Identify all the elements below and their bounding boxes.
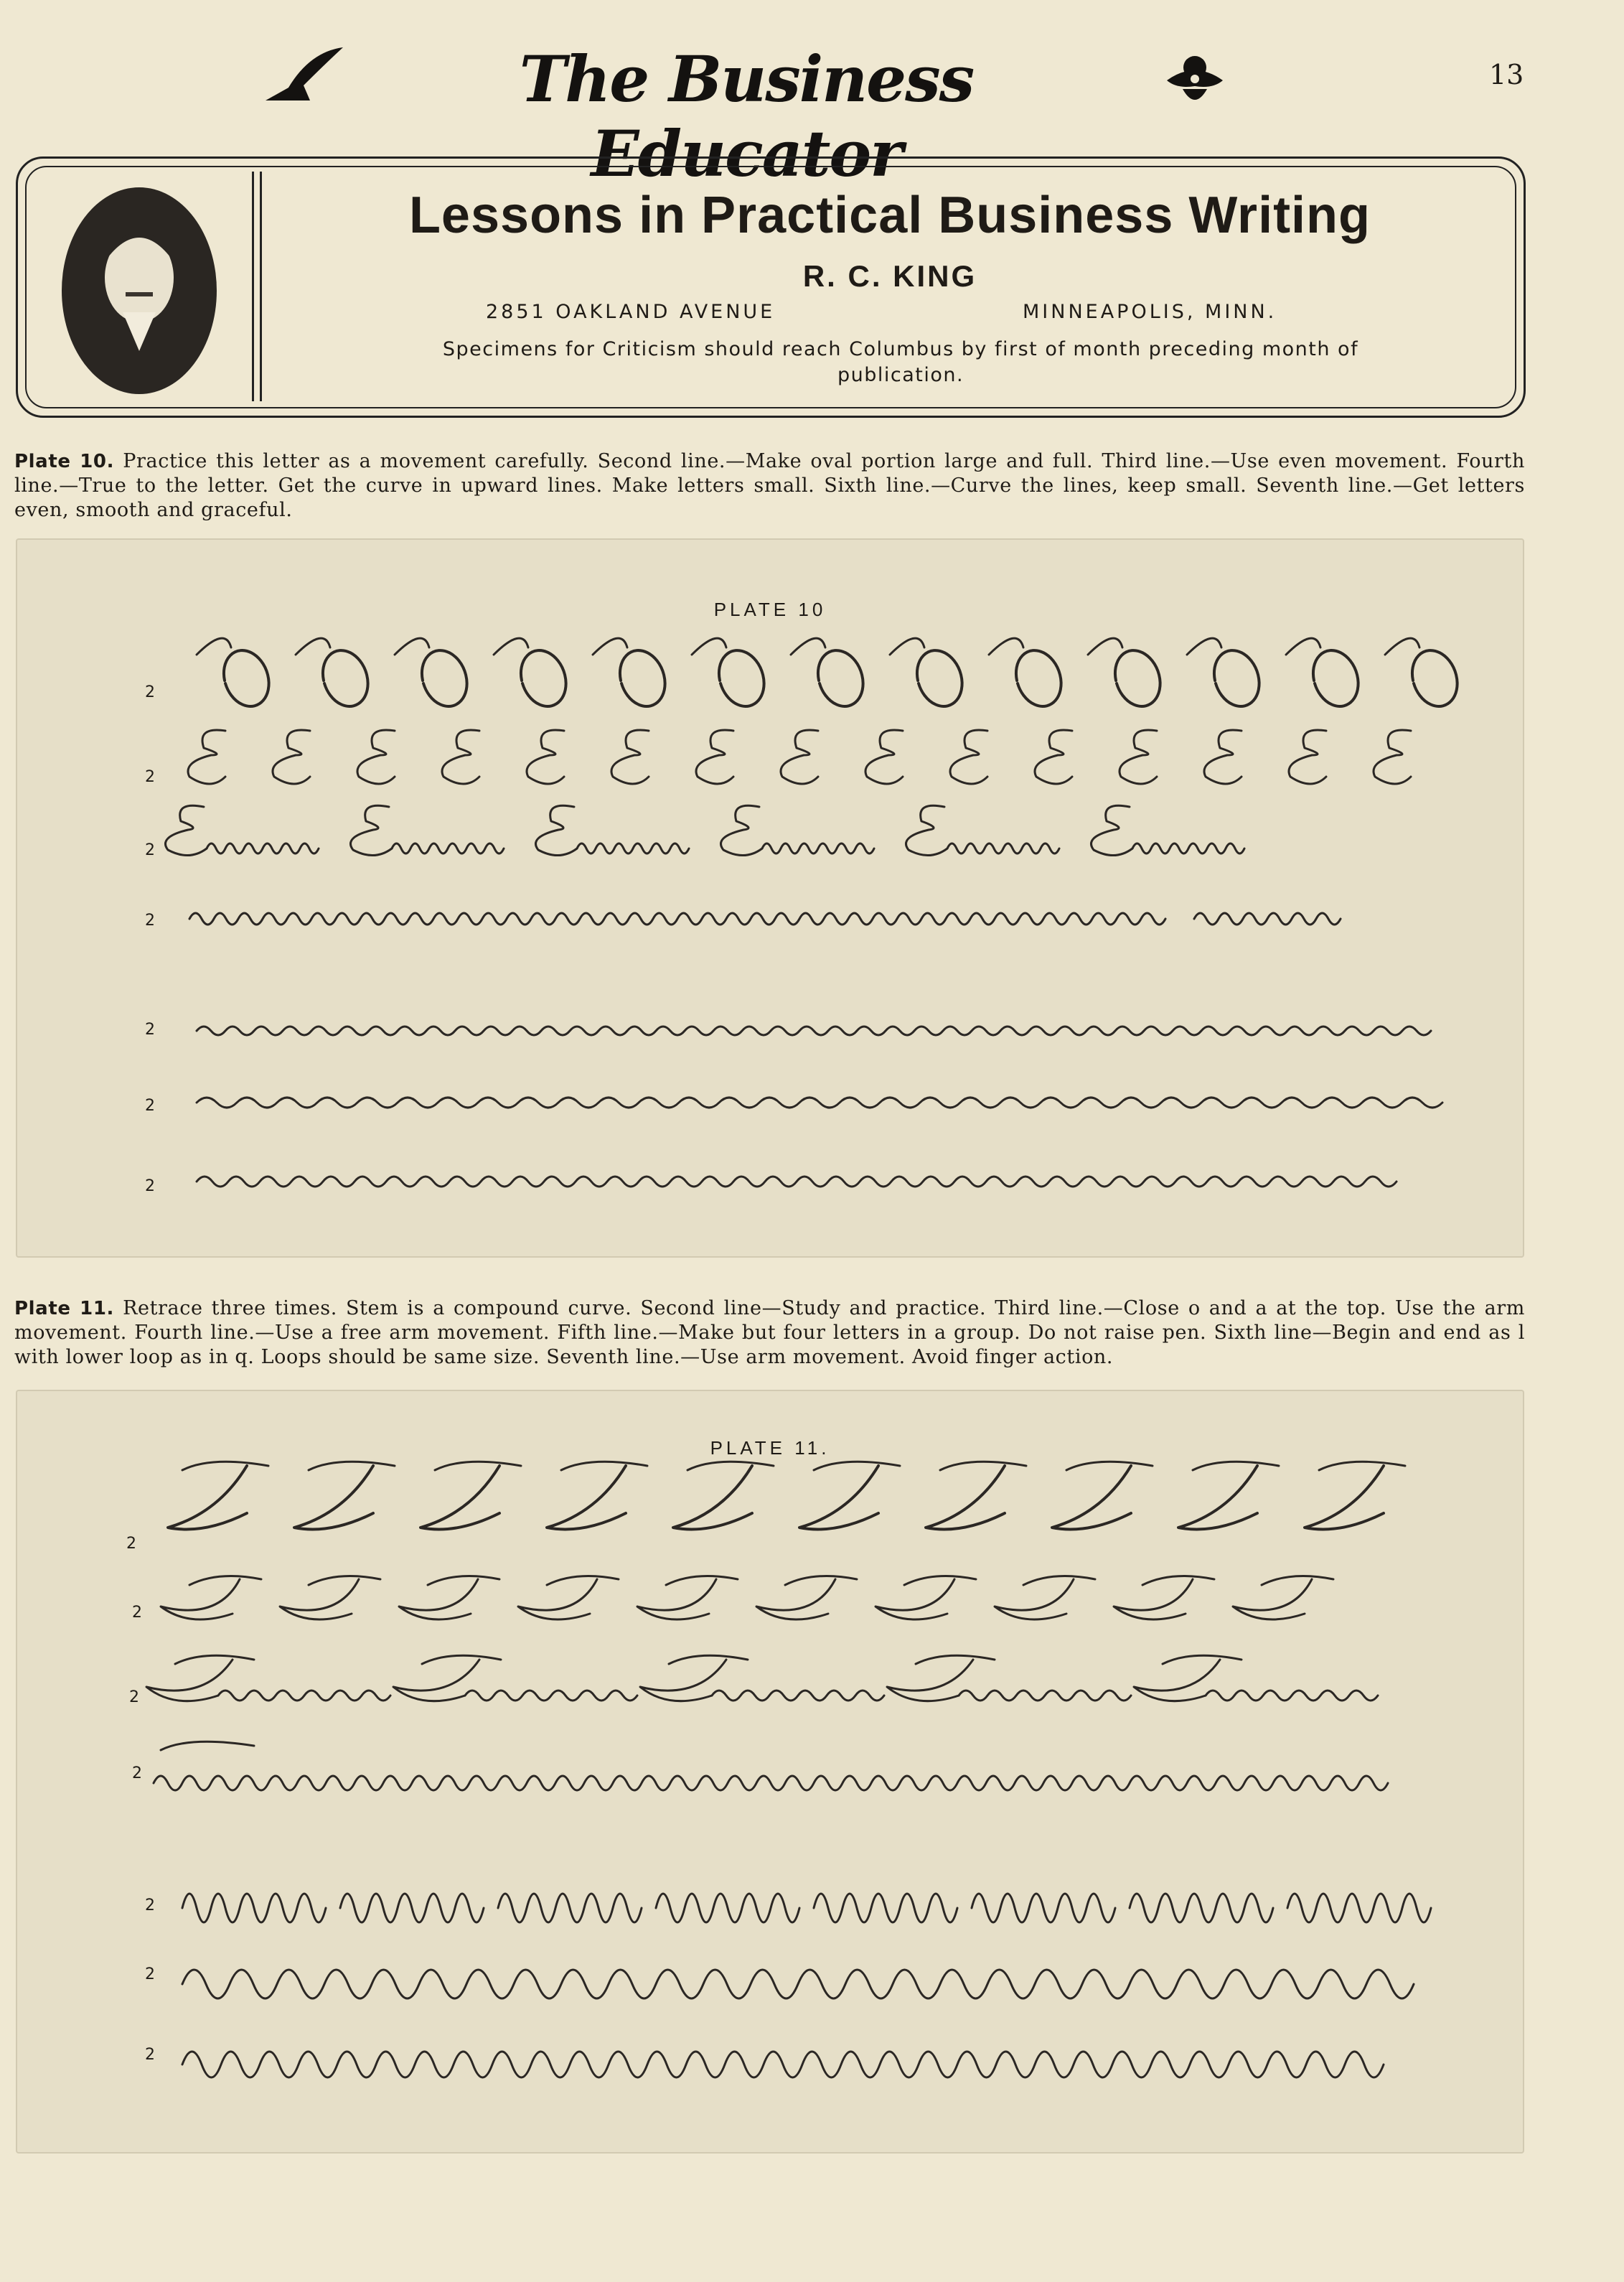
page-number: 13: [1489, 59, 1524, 90]
author-city: MINNEAPOLIS, MINN.: [1023, 301, 1277, 323]
script-stroke: [917, 650, 962, 706]
plate10-line-number: 2: [145, 1021, 155, 1039]
script-stroke: [1262, 1576, 1333, 1586]
author-street: 2851 OAKLAND AVENUE: [486, 301, 776, 323]
script-stroke: [421, 1466, 499, 1530]
script-stroke: [1120, 730, 1157, 784]
plate10-panel: [16, 538, 1524, 1258]
script-stroke: [1194, 913, 1341, 925]
plate11-line-number: 2: [132, 1764, 142, 1782]
script-stroke: [207, 843, 319, 854]
script-stroke: [926, 1466, 1005, 1530]
script-stroke: [154, 1776, 1388, 1790]
script-stroke: [1052, 1466, 1131, 1530]
script-stroke: [611, 730, 649, 784]
script-stroke: [442, 730, 479, 784]
script-stroke: [294, 1466, 373, 1530]
plate11-line-number: 2: [129, 1688, 139, 1706]
script-stroke: [696, 730, 733, 784]
script-stroke: [799, 1466, 878, 1530]
script-stroke: [904, 1576, 976, 1586]
script-stroke: [1114, 1579, 1193, 1619]
script-stroke: [197, 1098, 1442, 1108]
plate11-script-drawing: [17, 1391, 1523, 2152]
script-stroke: [687, 1462, 774, 1470]
brand-title: The Business Educator: [519, 42, 974, 191]
script-stroke: [721, 805, 763, 855]
script-stroke: [309, 1462, 395, 1470]
plate10-instructions-block: [14, 449, 1525, 523]
plate10-instructions: Practice this letter as a movement carefully. Second line.—Make oval portion large and full. Third line.—Use even movement. Fourth line.—True to the letter. Get the curve in upward lines. Make letters small. Sixth line.—Curve the lines, keep small. Seventh line.—Get letters even, smooth and graceful.: [14, 450, 1525, 521]
script-stroke: [218, 1691, 390, 1701]
script-stroke: [1206, 1691, 1378, 1701]
script-stroke: [756, 1579, 835, 1619]
script-stroke: [273, 730, 310, 784]
script-stroke: [1313, 650, 1358, 706]
script-stroke: [351, 805, 393, 855]
script-stroke: [637, 1579, 716, 1619]
script-stroke: [1016, 650, 1061, 706]
plate10-line-number: 2: [145, 912, 155, 930]
script-stroke: [781, 730, 818, 784]
script-stroke: [1287, 1894, 1431, 1922]
script-stroke: [182, 1970, 1414, 1998]
portrait-divider: [252, 172, 262, 401]
plate10-script-drawing: [17, 540, 1523, 1256]
script-stroke: [182, 2052, 1384, 2077]
script-stroke: [1132, 843, 1244, 854]
lesson-title: Lessons in Practical Business Writing: [408, 187, 1371, 244]
plate10-line-number: 2: [145, 1097, 155, 1115]
script-stroke: [940, 1462, 1026, 1470]
plate11-line-number: 2: [132, 1604, 142, 1622]
script-stroke: [197, 1027, 1431, 1035]
lesson-header-box: [16, 156, 1526, 418]
script-stroke: [465, 1691, 637, 1701]
script-stroke: [1374, 730, 1411, 784]
script-stroke: [518, 1579, 597, 1619]
script-stroke: [561, 1462, 647, 1470]
script-stroke: [972, 1894, 1115, 1922]
script-stroke: [1289, 730, 1326, 784]
script-stroke: [1193, 1462, 1279, 1470]
script-stroke: [620, 650, 665, 706]
masthead: [0, 29, 1624, 191]
script-stroke: [1088, 638, 1122, 655]
script-stroke: [785, 1576, 857, 1586]
script-stroke: [890, 638, 924, 655]
script-stroke: [309, 1576, 380, 1586]
script-stroke: [296, 638, 330, 655]
script-stroke: [395, 638, 429, 655]
script-stroke: [916, 1655, 995, 1664]
script-stroke: [1233, 1579, 1312, 1619]
script-stroke: [280, 1579, 359, 1619]
script-stroke: [340, 1894, 484, 1922]
script-stroke: [1163, 1655, 1242, 1664]
script-stroke: [189, 913, 1165, 925]
script-stroke: [536, 805, 578, 855]
script-stroke: [435, 1462, 521, 1470]
script-stroke: [188, 730, 225, 784]
script-stroke: [182, 1894, 326, 1922]
script-stroke: [673, 1466, 752, 1530]
script-stroke: [168, 1466, 247, 1530]
script-stroke: [995, 1579, 1074, 1619]
script-stroke: [161, 1579, 240, 1619]
plate11-heading: Plate 11.: [14, 1298, 114, 1319]
script-stroke: [547, 1576, 619, 1586]
plate10-label: PLATE 10: [713, 599, 827, 620]
plate10-line-number: 2: [145, 841, 155, 859]
script-stroke: [959, 1691, 1131, 1701]
script-stroke: [547, 1466, 626, 1530]
script-stroke: [197, 1177, 1397, 1187]
script-stroke: [1035, 730, 1072, 784]
script-stroke: [527, 730, 564, 784]
plate10-line-number: 2: [145, 683, 155, 701]
script-stroke: [791, 638, 825, 655]
plate11-line-number: 2: [126, 1535, 136, 1553]
plate11-line-number: 2: [145, 2046, 155, 2064]
plate11-instructions: Retrace three times. Stem is a compound curve. Second line—Study and practice. Third line.—Close o and a at the top. Use the arm movement. Fourth line.—Use a free arm movement. Fifth line.—Make but four letters in a group. Do not raise pen. Sixth line—Begin and end as l with lower loop as in q. Loops should be same size. Seventh line.—Use arm movement. Avoid finger action.: [14, 1297, 1525, 1368]
script-stroke: [989, 638, 1023, 655]
script-stroke: [197, 638, 231, 655]
script-stroke: [494, 638, 528, 655]
script-stroke: [521, 650, 566, 706]
script-stroke: [577, 843, 689, 854]
script-stroke: [498, 1894, 642, 1922]
script-stroke: [906, 805, 948, 855]
script-stroke: [818, 650, 863, 706]
author-portrait: [60, 186, 219, 396]
script-stroke: [1286, 638, 1320, 655]
script-stroke: [428, 1576, 499, 1586]
plate10-heading: Plate 10.: [14, 451, 115, 472]
author-name: R. C. KING: [802, 259, 977, 293]
script-stroke: [1187, 638, 1221, 655]
script-stroke: [399, 1579, 478, 1619]
script-stroke: [1142, 1576, 1214, 1586]
script-stroke: [1305, 1466, 1384, 1530]
script-stroke: [1214, 650, 1259, 706]
script-stroke: [161, 1741, 254, 1750]
submission-note: Specimens for Criticism should reach Columbus by first of month preceding month of publication.: [442, 338, 1359, 386]
script-stroke: [1023, 1576, 1095, 1586]
script-stroke: [1066, 1462, 1153, 1470]
quill-pen-icon: [260, 45, 346, 109]
plate11-line-number: 2: [145, 1965, 155, 1983]
plate11-line-number: 2: [145, 1897, 155, 1914]
script-stroke: [422, 1655, 501, 1664]
script-stroke: [865, 730, 903, 784]
script-stroke: [814, 1894, 957, 1922]
script-stroke: [182, 1462, 268, 1470]
script-stroke: [947, 843, 1059, 854]
script-stroke: [669, 1655, 748, 1664]
eagle-emblem-icon: [1163, 46, 1227, 111]
plate11-instructions-block: [14, 1296, 1525, 1370]
plate11-label: PLATE 11.: [710, 1437, 830, 1459]
script-stroke: [175, 1655, 254, 1664]
script-stroke: [814, 1462, 900, 1470]
script-stroke: [357, 730, 395, 784]
script-stroke: [224, 650, 269, 706]
script-stroke: [719, 650, 764, 706]
plate11-panel: [16, 1390, 1524, 2154]
script-stroke: [692, 638, 726, 655]
plate10-line-number: 2: [145, 768, 155, 786]
script-stroke: [166, 805, 207, 855]
script-stroke: [666, 1576, 738, 1586]
script-stroke: [189, 1576, 261, 1586]
script-stroke: [1204, 730, 1242, 784]
plate10-line-number: 2: [145, 1177, 155, 1195]
script-stroke: [323, 650, 368, 706]
script-stroke: [1178, 1466, 1257, 1530]
script-stroke: [1385, 638, 1419, 655]
script-stroke: [1319, 1462, 1405, 1470]
script-stroke: [392, 843, 504, 854]
script-stroke: [712, 1691, 884, 1701]
script-stroke: [656, 1894, 799, 1922]
script-stroke: [1130, 1894, 1273, 1922]
script-stroke: [1412, 650, 1458, 706]
script-stroke: [1092, 805, 1133, 855]
script-stroke: [1115, 650, 1160, 706]
script-stroke: [593, 638, 627, 655]
script-stroke: [876, 1579, 954, 1619]
script-stroke: [762, 843, 874, 854]
script-stroke: [950, 730, 987, 784]
script-stroke: [422, 650, 467, 706]
